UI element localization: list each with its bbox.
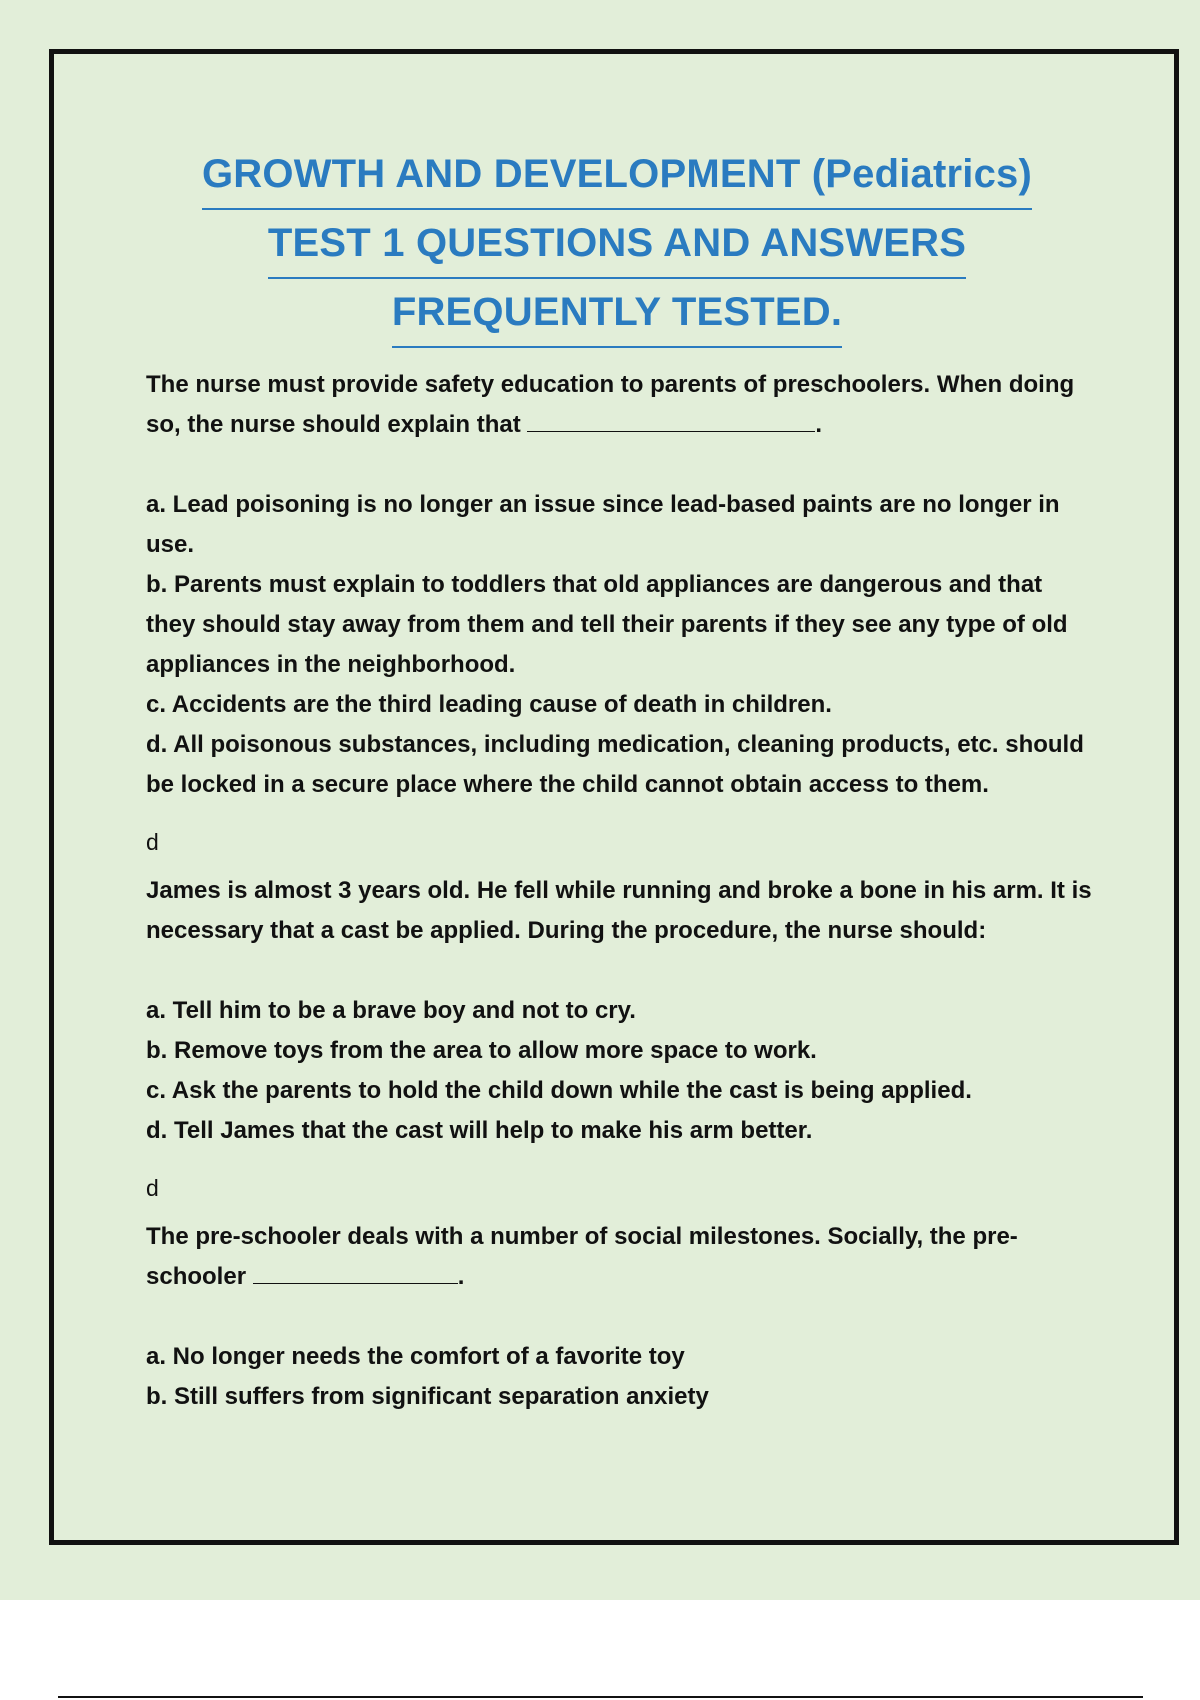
title-line-2: TEST 1 QUESTIONS AND ANSWERS xyxy=(268,209,966,279)
footer-divider xyxy=(58,1696,1143,1698)
fill-in-blank xyxy=(527,409,815,432)
option-a: a. No longer needs the comfort of a favorite toy xyxy=(146,1343,685,1370)
fill-in-blank xyxy=(253,1261,458,1284)
question-3-options xyxy=(146,1337,1096,1417)
option-c: c. Accidents are the third leading cause of death in children. xyxy=(146,691,832,718)
option-a: a. Tell him to be a brave boy and not to cry. xyxy=(146,997,636,1024)
question-2-options xyxy=(146,991,1096,1151)
option-c: c. Ask the parents to hold the child down while the cast is being applied. xyxy=(146,1077,972,1104)
title-line-1: GROWTH AND DEVELOPMENT (Pediatrics) xyxy=(202,140,1032,210)
question-3-stem-text: The pre-schooler deals with a number of social milestones. Socially, the pre-schooler xyxy=(146,1223,1018,1290)
option-b: b. Still suffers from significant separation anxiety xyxy=(146,1383,709,1410)
option-b: b. Remove toys from the area to allow more space to work. xyxy=(146,1037,817,1064)
question-2-answer: d xyxy=(146,1175,159,1201)
title-line-3: FREQUENTLY TESTED. xyxy=(392,278,842,348)
question-2-stem: James is almost 3 years old. He fell while running and broke a bone in his arm. It is necessary that a cast be applied. During the procedure, the nurse should: xyxy=(146,877,1092,944)
question-1-stem-end: . xyxy=(815,411,823,438)
option-a: a. Lead poisoning is no longer an issue since lead-based paints are no longer in use. xyxy=(146,491,1060,558)
question-3-stem xyxy=(146,1217,1096,1297)
option-d: d. All poisonous substances, including medication, cleaning products, etc. should be locked in a secure place where the child cannot obtain access to them. xyxy=(146,731,1084,798)
option-d: d. Tell James that the cast will help to make his arm better. xyxy=(146,1117,813,1144)
document-title xyxy=(0,140,1200,347)
question-1-options xyxy=(146,485,1096,805)
question-1-answer: d xyxy=(146,829,159,855)
question-3-stem-end: . xyxy=(457,1263,465,1290)
question-1-stem-text: The nurse must provide safety education to parents of preschoolers. When doing so, the nurse should explain that xyxy=(146,371,1075,438)
option-b: b. Parents must explain to toddlers that old appliances are dangerous and that they should stay away from them and tell their parents if they see any type of old appliances in the neighborhood. xyxy=(146,571,1068,678)
question-1-stem xyxy=(146,365,1096,445)
document-body xyxy=(146,365,1096,1417)
